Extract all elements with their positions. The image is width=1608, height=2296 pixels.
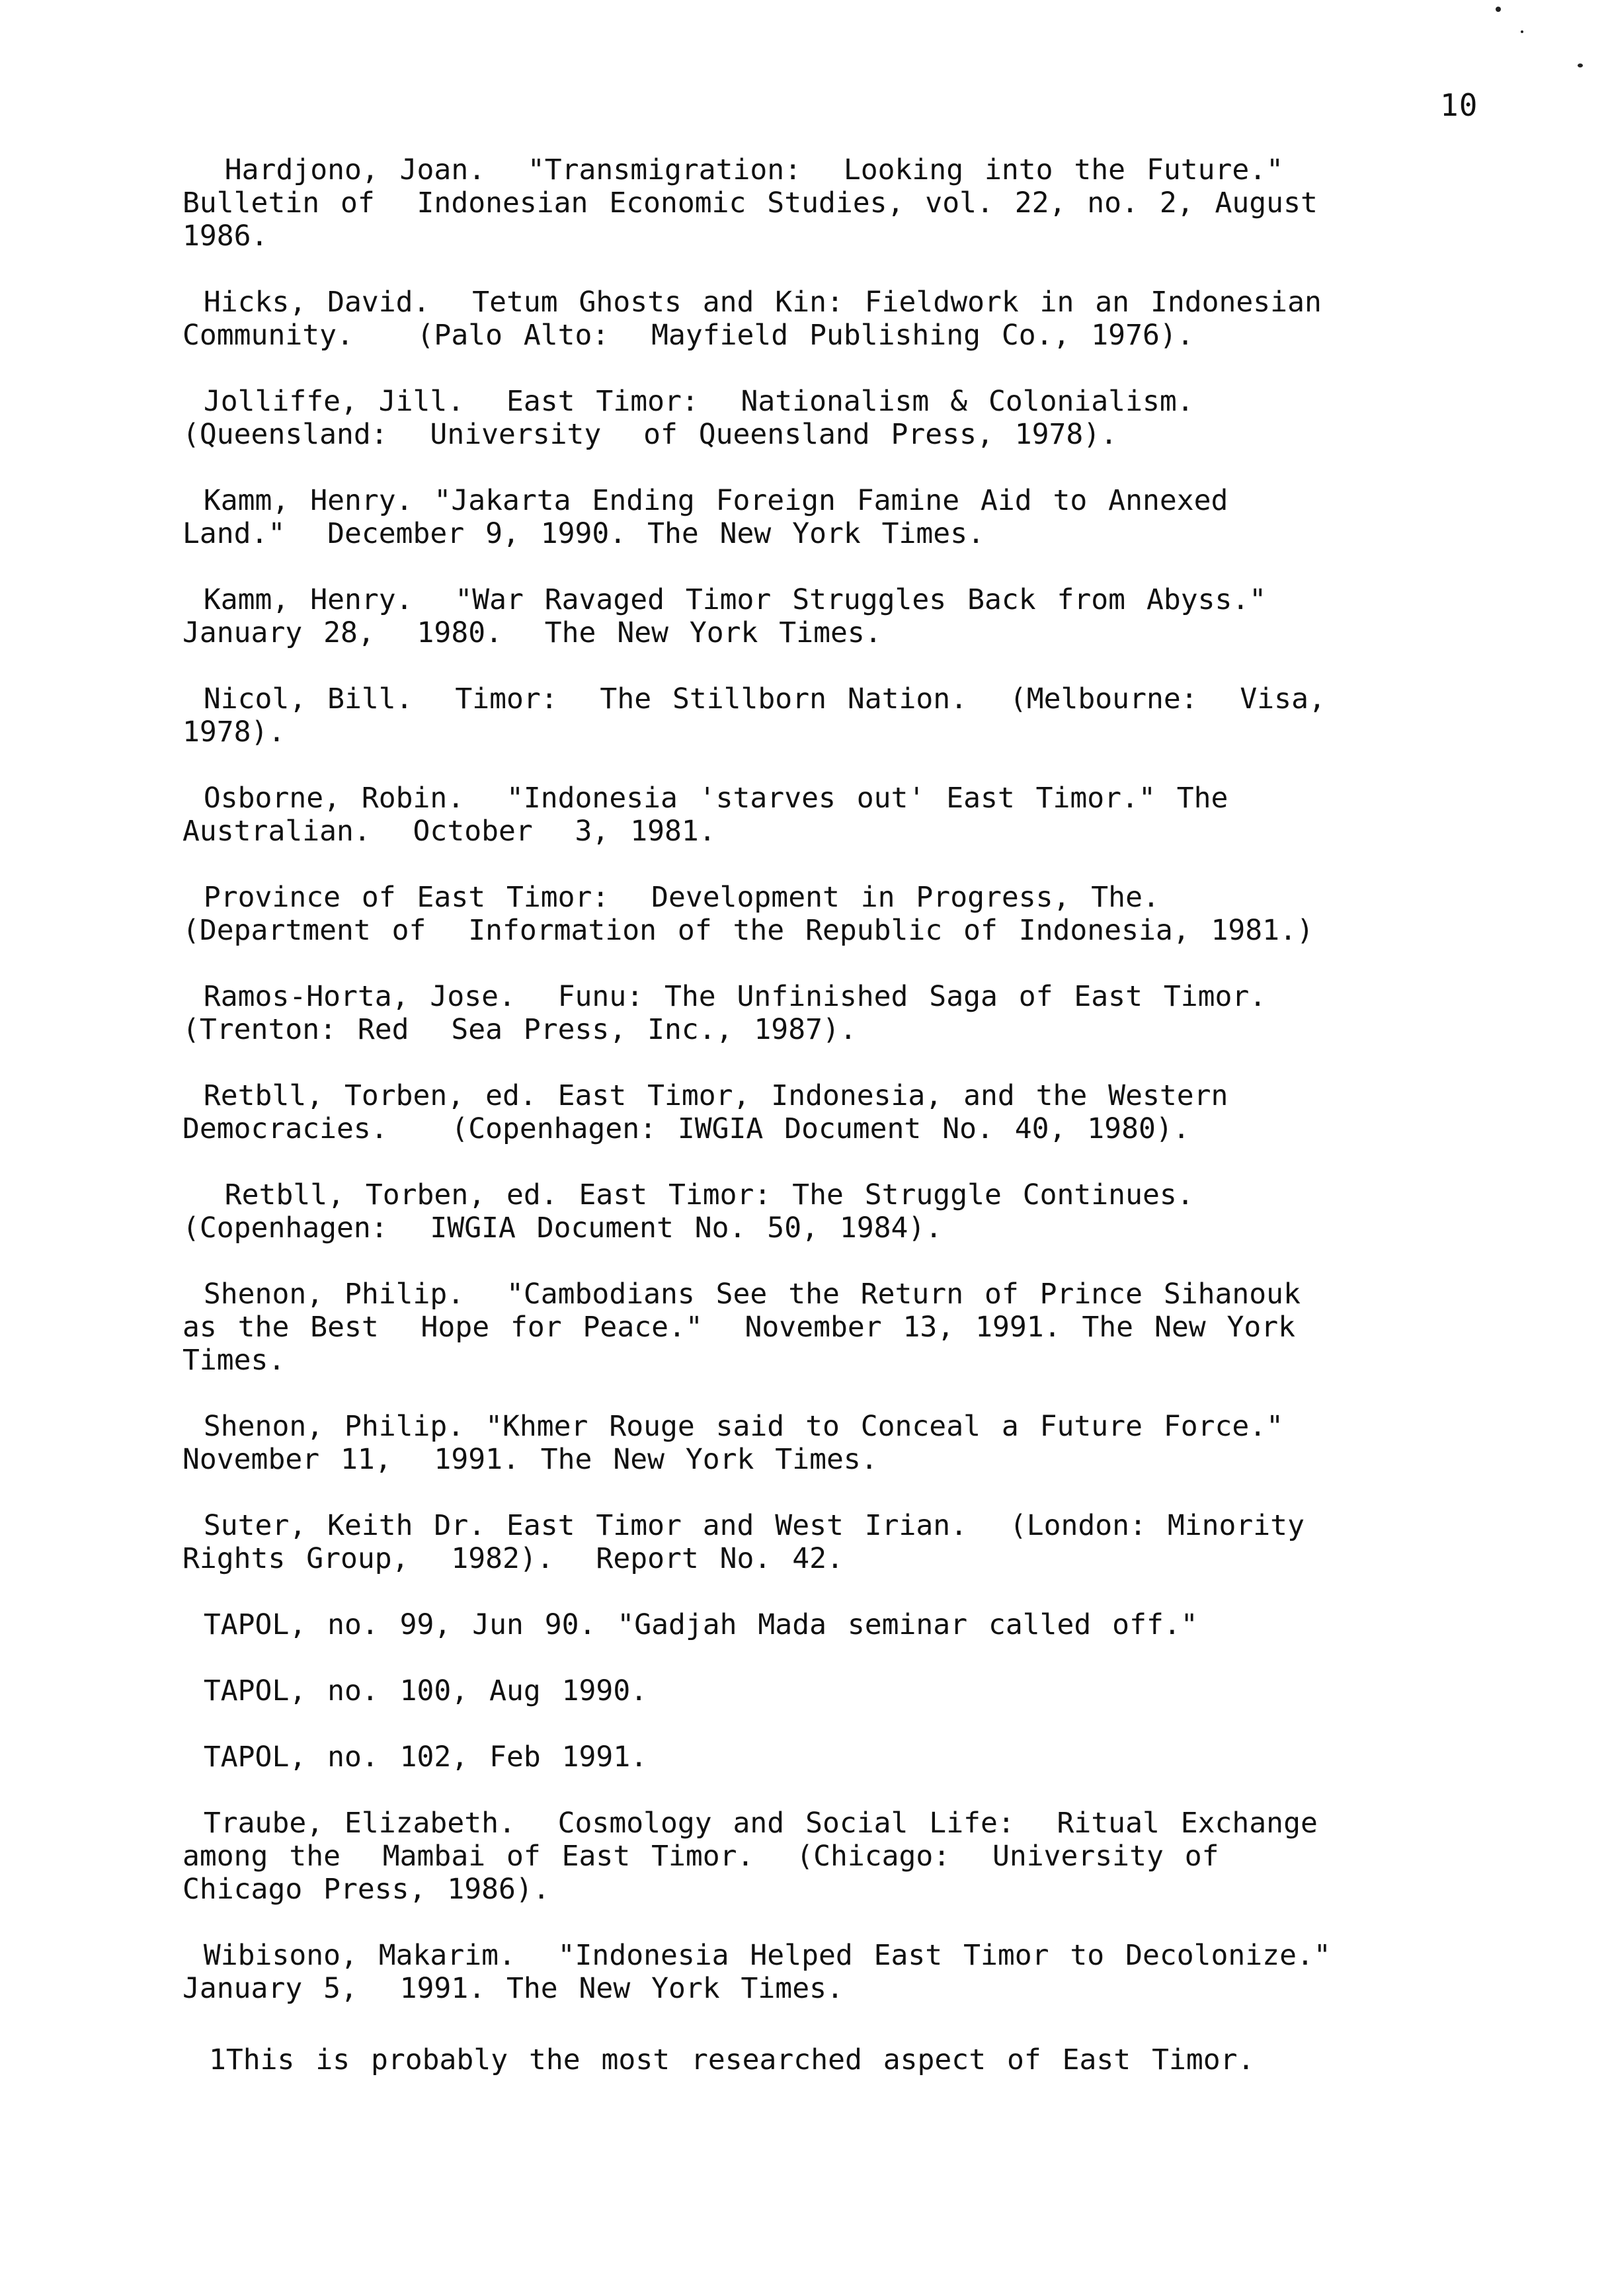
bibliography-entry [182, 881, 1505, 947]
entry-line: January 5, 1991. The New York Times. [182, 1972, 844, 2005]
scan-speck [1578, 63, 1583, 67]
entry-line: Shenon, Philip. "Khmer Rouge said to Conceal a Future Force." [182, 1410, 1284, 1443]
entry-line: Suter, Keith Dr. East Timor and West Irian. (London: Minority [182, 1509, 1305, 1542]
bibliography-entry [182, 1079, 1505, 1145]
entry-line: (Trenton: Red Sea Press, Inc., 1987). [182, 1013, 857, 1046]
entry-line: Bulletin of Indonesian Economic Studies, vol. 22, no. 2, August [182, 186, 1318, 220]
entry-line: January 28, 1980. The New York Times. [182, 616, 882, 649]
entry-line: Community. (Palo Alto: Mayfield Publishing Co., 1976). [182, 319, 1194, 352]
entry-line: Rights Group, 1982). Report No. 42. [182, 1542, 844, 1575]
bibliography-entry [182, 1410, 1505, 1476]
entry-line: Wibisono, Makarim. "Indonesia Helped East Timor to Decolonize." [182, 1939, 1331, 1972]
entry-line: (Copenhagen: IWGIA Document No. 50, 1984). [182, 1211, 943, 1245]
bibliography-entry [182, 782, 1505, 848]
entry-line: Land." December 9, 1990. The New York Times. [182, 517, 985, 550]
scan-speck [1521, 30, 1523, 33]
bibliography-entry [182, 153, 1505, 253]
entry-line: Nicol, Bill. Timor: The Stillborn Nation. (Melbourne: Visa, [182, 682, 1326, 716]
entry-line: among the Mambai of East Timor. (Chicago: University of [182, 1840, 1219, 1873]
scan-speck [1496, 7, 1501, 12]
entry-line: Ramos-Horta, Jose. Funu: The Unfinished Saga of East Timor. [182, 980, 1267, 1013]
page-number: 10 [1440, 87, 1478, 123]
entry-line: Retbll, Torben, ed. East Timor: The Struggle Continues. [182, 1178, 1194, 1211]
entry-line: TAPOL, no. 100, Aug 1990. [182, 1674, 648, 1707]
entry-line: November 11, 1991. The New York Times. [182, 1443, 878, 1476]
entry-line: Traube, Elizabeth. Cosmology and Social Life: Ritual Exchange [182, 1807, 1318, 1840]
entry-line: Times. [182, 1344, 286, 1377]
bibliography-entry [182, 385, 1505, 451]
bibliography-entry [182, 484, 1505, 550]
bibliography-list [182, 153, 1505, 2038]
bibliography-entry [182, 1278, 1505, 1377]
entry-line: Jolliffe, Jill. East Timor: Nationalism & Colonialism. [182, 385, 1194, 418]
entry-line: as the Best Hope for Peace." November 13, 1991. The New York [182, 1311, 1296, 1344]
entry-line: Osborne, Robin. "Indonesia 'starves out' East Timor." The [182, 782, 1228, 815]
entry-line: (Queensland: University of Queensland Press, 1978). [182, 418, 1118, 451]
entry-line: TAPOL, no. 102, Feb 1991. [182, 1741, 648, 1774]
entry-line: (Department of Information of the Republic of Indonesia, 1981.) [182, 914, 1314, 947]
entry-line: Chicago Press, 1986). [182, 1873, 550, 1906]
entry-line: Province of East Timor: Development in Progress, The. [182, 881, 1160, 914]
entry-line: Kamm, Henry. "Jakarta Ending Foreign Famine Aid to Annexed [182, 484, 1228, 517]
entry-line: TAPOL, no. 99, Jun 90. "Gadjah Mada seminar called off." [182, 1608, 1198, 1641]
bibliography-entry [182, 980, 1505, 1046]
entry-line: 1986. [182, 220, 268, 253]
entry-line: 1978). [182, 716, 286, 749]
footnote: 1This is probably the most researched aspect of East Timor. [209, 2043, 1255, 2076]
entry-line: Kamm, Henry. "War Ravaged Timor Struggles Back from Abyss." [182, 583, 1267, 616]
bibliography-entry [182, 1674, 1505, 1707]
bibliography-entry [182, 1807, 1505, 1906]
entry-line: Hardjono, Joan. "Transmigration: Looking into the Future." [182, 153, 1284, 186]
entry-line: Shenon, Philip. "Cambodians See the Return of Prince Sihanouk [182, 1278, 1301, 1311]
bibliography-entry [182, 1509, 1505, 1575]
entry-line: Retbll, Torben, ed. East Timor, Indonesia, and the Western [182, 1079, 1228, 1112]
bibliography-entry [182, 1741, 1505, 1774]
entry-line: Australian. October 3, 1981. [182, 815, 716, 848]
bibliography-entry [182, 1178, 1505, 1245]
entry-line: Democracies. (Copenhagen: IWGIA Document No. 40, 1980). [182, 1112, 1190, 1145]
bibliography-entry [182, 682, 1505, 749]
bibliography-entry [182, 286, 1505, 352]
entry-line: Hicks, David. Tetum Ghosts and Kin: Fieldwork in an Indonesian [182, 286, 1322, 319]
bibliography-entry [182, 583, 1505, 649]
bibliography-entry [182, 1939, 1505, 2005]
bibliography-entry [182, 1608, 1505, 1641]
